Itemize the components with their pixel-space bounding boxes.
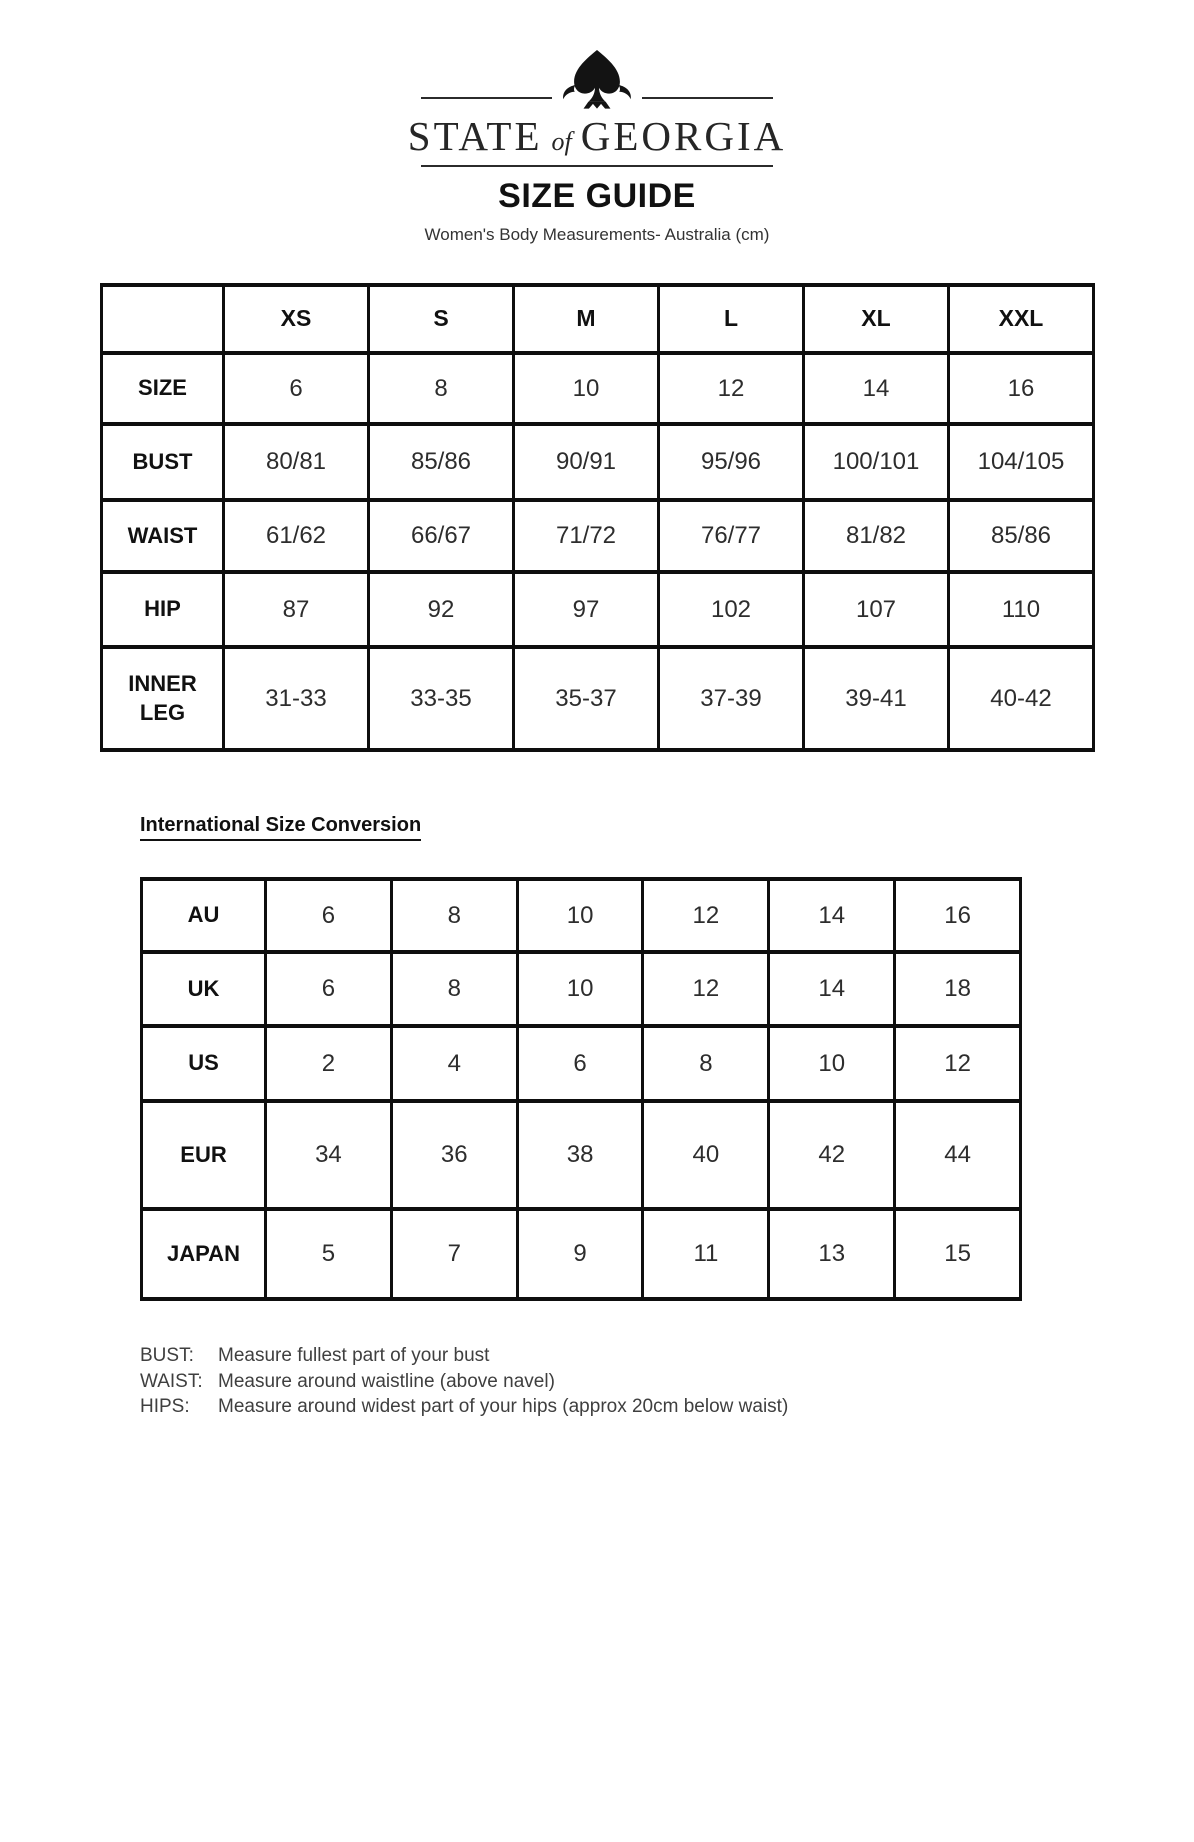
value-cell: 5 (266, 1209, 392, 1299)
column-header-cell: XL (804, 285, 949, 353)
value-cell: 85/86 (369, 424, 514, 500)
value-cell: 107 (804, 572, 949, 647)
note-text: Measure around waistline (above navel) (218, 1370, 555, 1392)
value-cell: 10 (517, 879, 643, 952)
value-cell: 16 (949, 353, 1094, 424)
value-cell: 33-35 (369, 647, 514, 750)
table-row (102, 424, 1094, 500)
table-row (102, 500, 1094, 572)
page (0, 50, 1194, 1842)
brand-word-of: of (551, 127, 572, 156)
value-cell: 85/86 (949, 500, 1094, 572)
value-cell: 35-37 (514, 647, 659, 750)
table-row (142, 952, 1021, 1026)
value-cell: 13 (769, 1209, 895, 1299)
value-cell: 102 (659, 572, 804, 647)
row-label-cell: HIP (102, 572, 224, 647)
note-row (140, 1369, 1194, 1395)
note-text: Measure fullest part of your bust (218, 1345, 490, 1366)
value-cell: 2 (266, 1026, 392, 1101)
row-label-cell: AU (142, 879, 266, 952)
value-cell: 8 (369, 353, 514, 424)
value-cell: 95/96 (659, 424, 804, 500)
value-cell: 12 (659, 353, 804, 424)
row-label-cell: UK (142, 952, 266, 1026)
table-row (102, 647, 1094, 750)
logo-rule-bottom (421, 165, 773, 167)
value-cell: 18 (895, 952, 1021, 1026)
value-cell: 71/72 (514, 500, 659, 572)
value-cell: 6 (266, 879, 392, 952)
note-text: Measure around widest part of your hips (approx 20cm below waist) (218, 1396, 789, 1417)
note-label: BUST: (140, 1345, 194, 1366)
value-cell: 14 (769, 879, 895, 952)
value-cell: 8 (391, 952, 517, 1026)
value-cell: 36 (391, 1101, 517, 1209)
note-row (140, 1343, 1194, 1369)
column-header-cell: M (514, 285, 659, 353)
value-cell: 7 (391, 1209, 517, 1299)
logo-rule-right (642, 97, 773, 99)
tree-icon (556, 50, 638, 112)
value-cell: 66/67 (369, 500, 514, 572)
value-cell: 61/62 (224, 500, 369, 572)
value-cell: 16 (895, 879, 1021, 952)
value-cell: 40 (643, 1101, 769, 1209)
value-cell: 40-42 (949, 647, 1094, 750)
note-label: HIPS: (140, 1396, 190, 1417)
row-label-cell: BUST (102, 424, 224, 500)
value-cell: 80/81 (224, 424, 369, 500)
value-cell: 39-41 (804, 647, 949, 750)
value-cell: 10 (514, 353, 659, 424)
column-header-cell (102, 285, 224, 353)
value-cell: 12 (643, 879, 769, 952)
value-cell: 10 (517, 952, 643, 1026)
value-cell: 8 (391, 879, 517, 952)
value-cell: 11 (643, 1209, 769, 1299)
value-cell: 37-39 (659, 647, 804, 750)
value-cell: 4 (391, 1026, 517, 1101)
logo-rule-left (421, 97, 552, 99)
value-cell: 38 (517, 1101, 643, 1209)
brand-word-georgia: GEORGIA (580, 113, 787, 159)
row-label-cell: JAPAN (142, 1209, 266, 1299)
value-cell: 14 (769, 952, 895, 1026)
brand-logo (407, 50, 787, 167)
column-header-cell: L (659, 285, 804, 353)
conversion-heading: International Size Conversion (140, 814, 421, 841)
value-cell: 34 (266, 1101, 392, 1209)
measurement-notes (140, 1343, 1194, 1420)
row-label-cell: WAIST (102, 500, 224, 572)
brand-name (407, 112, 787, 160)
value-cell: 10 (769, 1026, 895, 1101)
page-title: SIZE GUIDE (498, 177, 696, 215)
value-cell: 9 (517, 1209, 643, 1299)
value-cell: 90/91 (514, 424, 659, 500)
value-cell: 87 (224, 572, 369, 647)
header-row (102, 285, 1094, 353)
table-row (102, 572, 1094, 647)
value-cell: 76/77 (659, 500, 804, 572)
value-cell: 15 (895, 1209, 1021, 1299)
value-cell: 6 (224, 353, 369, 424)
table-row (142, 879, 1021, 952)
value-cell: 92 (369, 572, 514, 647)
value-cell: 97 (514, 572, 659, 647)
value-cell: 44 (895, 1101, 1021, 1209)
conversion-table (140, 877, 1022, 1301)
row-label-cell: EUR (142, 1101, 266, 1209)
row-label-cell: US (142, 1026, 266, 1101)
note-row (140, 1394, 1194, 1420)
measurements-table (100, 283, 1095, 752)
value-cell: 110 (949, 572, 1094, 647)
column-header-cell: XS (224, 285, 369, 353)
value-cell: 12 (643, 952, 769, 1026)
brand-word-state: STATE (407, 113, 543, 159)
note-label: WAIST: (140, 1370, 203, 1392)
table-row (142, 1026, 1021, 1101)
row-label-cell: INNER LEG (102, 647, 224, 750)
value-cell: 81/82 (804, 500, 949, 572)
value-cell: 6 (517, 1026, 643, 1101)
value-cell: 6 (266, 952, 392, 1026)
table-row (142, 1209, 1021, 1299)
value-cell: 104/105 (949, 424, 1094, 500)
column-header-cell: S (369, 285, 514, 353)
value-cell: 8 (643, 1026, 769, 1101)
page-subtitle: Women's Body Measurements- Australia (cm) (424, 225, 770, 244)
table-row (102, 353, 1094, 424)
value-cell: 14 (804, 353, 949, 424)
value-cell: 42 (769, 1101, 895, 1209)
table-row (142, 1101, 1021, 1209)
column-header-cell: XXL (949, 285, 1094, 353)
value-cell: 12 (895, 1026, 1021, 1101)
value-cell: 31-33 (224, 647, 369, 750)
value-cell: 100/101 (804, 424, 949, 500)
row-label-cell: SIZE (102, 353, 224, 424)
